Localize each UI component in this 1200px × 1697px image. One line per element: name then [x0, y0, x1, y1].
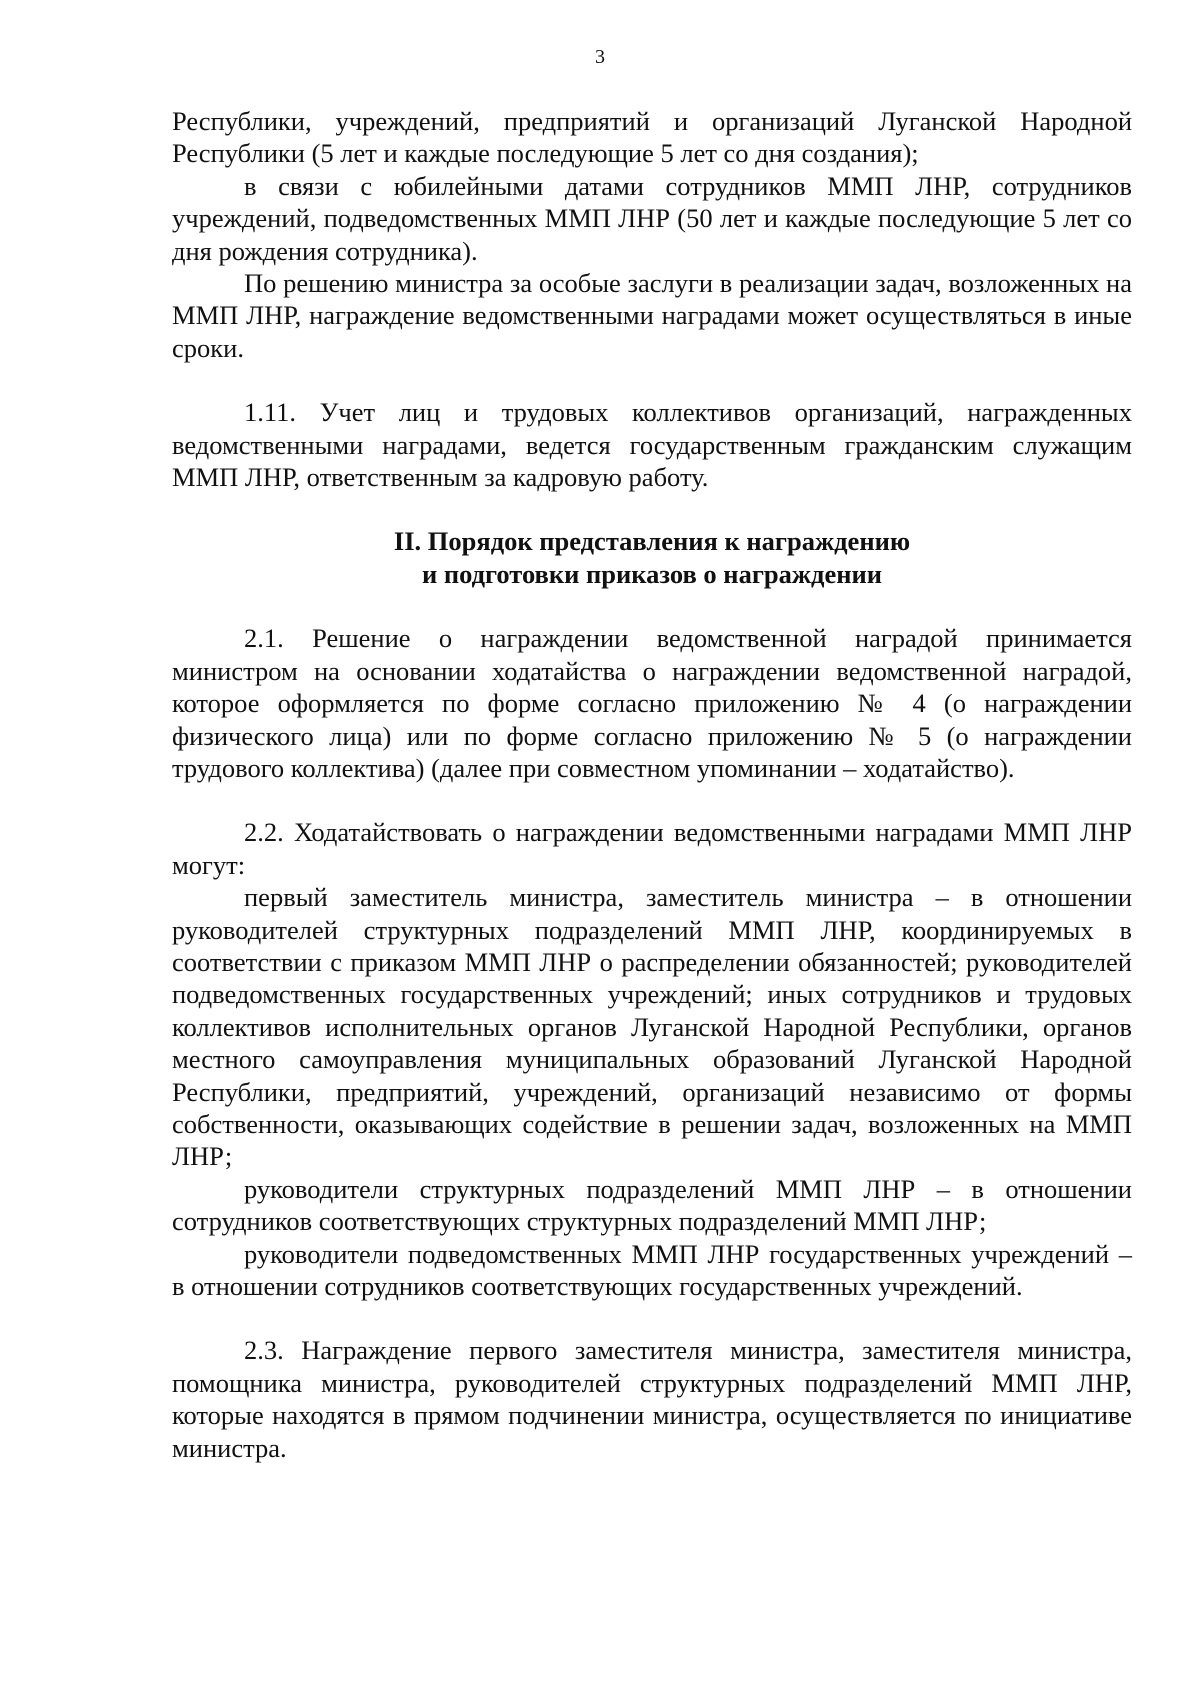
paragraph-jubilee-dates: в связи с юбилейными датами сотрудников ММП ЛНР, сотрудников учреждений, подведомственных ММП ЛНР (50 лет и каждые последующие 5 лет со дня рождения сотрудника). [172, 170, 1132, 266]
section-heading [172, 525, 1132, 590]
page-number: 3 [595, 46, 605, 68]
clause-2-3: 2.3. Награждение первого заместителя министра, заместителя министра, помощника министра, руководителей структурных подразделений ММП ЛНР, которые находятся в прямом подчинении министра, осуществляется по инициативе министра. [172, 1335, 1132, 1463]
clause-2-2-item-2: руководители структурных подразделений ММП ЛНР – в отношении сотрудников соответствующих структурных подразделений ММП ЛНР; [172, 1173, 1132, 1237]
clause-1-11: 1.11. Учет лиц и трудовых коллективов организаций, награжденных ведомственными наградами, ведется государственным гражданским служащим ММП ЛНР, ответственным за кадровую работу. [172, 397, 1132, 493]
section-heading-line-1: II. Порядок представления к награждению [393, 526, 911, 557]
paragraph-continuation: Республики, учреждений, предприятий и организаций Луганской Народной Республики (5 лет и каждые последующие 5 лет со дня создания); [172, 106, 1132, 169]
clause-2-2-item-3: руководители подведомственных ММП ЛНР государственных учреждений – в отношении сотрудников соответствующих государственных учреждений. [172, 1238, 1132, 1301]
clause-2-1: 2.1. Решение о награждении ведомственной наградой принимается министром на основании ходатайства о награждении ведомственной наградой, которое оформляется по форме согласно приложению № 4 (о награждении физического лица) или по форме согласно приложению № 5 (о награждении трудового коллектива) (далее при совместном упоминании – ходатайство). [172, 623, 1132, 783]
document-body [172, 105, 1132, 1464]
paragraph-special-merits: По решению министра за особые заслуги в реализации задач, возложенных на ММП ЛНР, награждение ведомственными наградами может осуществляться в иные сроки. [172, 268, 1132, 363]
clause-2-2-intro: 2.2. Ходатайствовать о награждении ведомственными наградами ММП ЛНР могут: [172, 817, 1132, 880]
clause-2-2-item-1: первый заместитель министра, заместитель министра – в отношении руководителей структурных подразделений ММП ЛНР, координируемых в соответствии с приказом ММП ЛНР о распределении обязанностей; руководителей подведомственных государственных учреждений; иных сотрудников и трудовых коллективов исполнительных органов Луганской Народной Республики, органов местного самоуправления муниципальных образований Луганской Народной Республики, предприятий, учреждений, организаций независимо от формы собственности, оказывающих содействие в решении задач, возложенных на ММП ЛНР; [172, 882, 1132, 1172]
section-heading-line-2: и подготовки приказов о награждении [421, 558, 883, 589]
